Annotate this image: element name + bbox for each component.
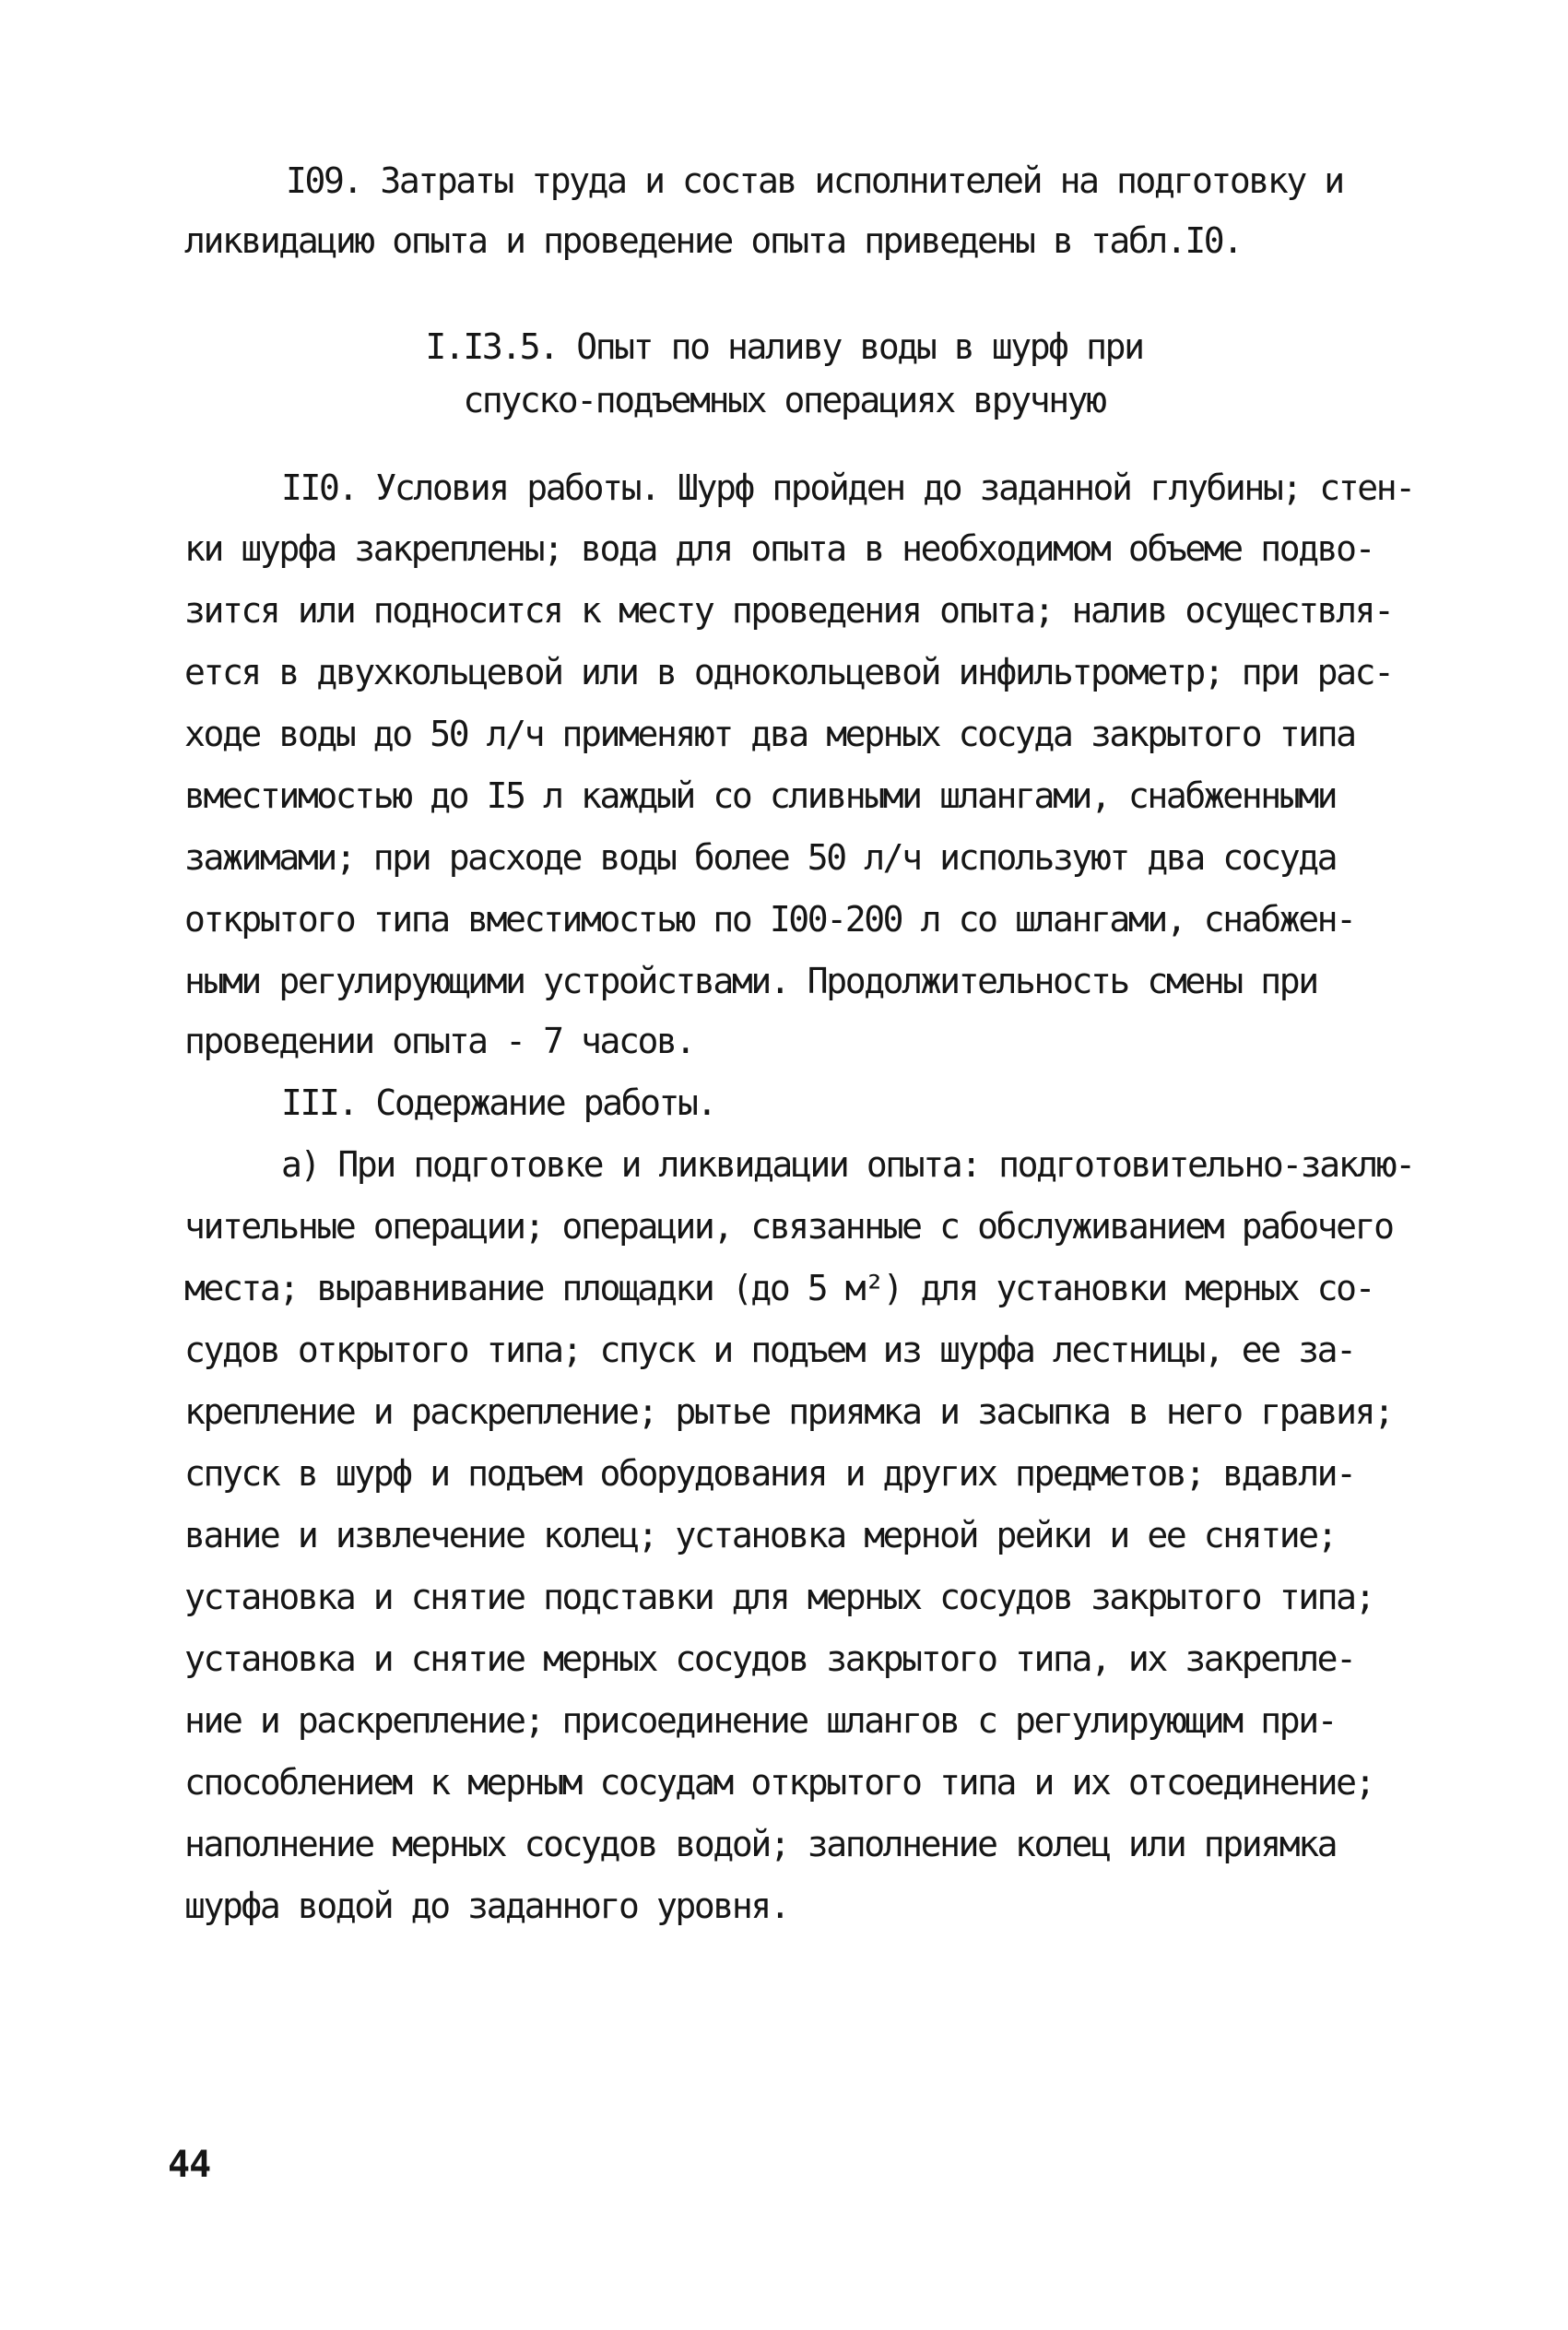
paragraph-110-line-1: II0. Условия работы. Шурф пройден до заданной глубины; стен- bbox=[281, 467, 1414, 508]
paragraph-110-line-6: вместимостью до I5 л каждый со сливными шлангами, снабженными bbox=[184, 775, 1337, 816]
paragraph-110-line-9: ными регулирующими устройствами. Продолжительность смены при bbox=[184, 961, 1317, 1001]
paragraph-111-line-10: ние и раскрепление; присоединение шлангов с регулирующим при- bbox=[184, 1700, 1337, 1741]
paragraph-110-line-3: зится или подносится к месту проведения опыта; налив осуществля- bbox=[184, 590, 1393, 631]
paragraph-111-line-13: шурфа водой до заданного уровня. bbox=[184, 1886, 789, 1926]
paragraph-111-line-11: способлением к мерным сосудам открытого типа и их отсоединение; bbox=[184, 1762, 1374, 1803]
paragraph-110-line-2: ки шурфа закреплены; вода для опыта в необходимом объеме подво- bbox=[184, 528, 1374, 569]
section-heading-line-2: спуско-подъемных операциях вручную bbox=[463, 380, 1105, 420]
paragraph-110-line-4: ется в двухкольцевой или в однокольцевой инфильтрометр; при рас- bbox=[184, 652, 1393, 692]
paragraph-111-line-7: вание и извлечение колец; установка мерной рейки и ее снятие; bbox=[184, 1515, 1337, 1555]
paragraph-111-line-4: судов открытого типа; спуск и подъем из шурфа лестницы, ее за- bbox=[184, 1330, 1355, 1370]
paragraph-111-line-12: наполнение мерных сосудов водой; заполнение колец или приямка bbox=[184, 1824, 1337, 1864]
paragraph-111-line-8: установка и снятие подставки для мерных сосудов закрытого типа; bbox=[184, 1577, 1374, 1617]
paragraph-111-line-5: крепление и раскрепление; рытье приямка и засыпка в него гравия; bbox=[184, 1391, 1393, 1432]
paragraph-111-line-9: установка и снятие мерных сосудов закрытого типа, их закрепле- bbox=[184, 1638, 1355, 1679]
section-heading-line-1: I.I3.5. Опыт по наливу воды в шурф при bbox=[425, 326, 1143, 367]
paragraph-111-heading: III. Содержание работы. bbox=[281, 1082, 715, 1123]
paragraph-109-line-1: I09. Затраты труда и состав исполнителей на подготовку и bbox=[286, 160, 1343, 201]
paragraph-110-line-5: ходе воды до 50 л/ч применяют два мерных сосуда закрытого типа bbox=[184, 714, 1355, 754]
paragraph-110-line-8: открытого типа вместимостью по I00-200 л со шлангами, снабжен- bbox=[184, 899, 1355, 940]
paragraph-111-line-2: чительные операции; операции, связанные с обслуживанием рабочего bbox=[184, 1206, 1393, 1247]
page-number: 44 bbox=[168, 2144, 211, 2186]
paragraph-111-line-6: спуск в шурф и подъем оборудования и других предметов; вдавли- bbox=[184, 1453, 1355, 1494]
paragraph-111-line-3: места; выравнивание площадки (до 5 м²) для установки мерных со- bbox=[184, 1268, 1374, 1308]
paragraph-109-line-2: ликвидацию опыта и проведение опыта приведены в табл.I0. bbox=[184, 220, 1242, 261]
paragraph-111-line-1: а) При подготовке и ликвидации опыта: подготовительно-заклю- bbox=[281, 1144, 1414, 1185]
paragraph-110-line-10: проведении опыта - 7 часов. bbox=[184, 1021, 694, 1061]
paragraph-110-line-7: зажимами; при расходе воды более 50 л/ч используют два сосуда bbox=[184, 837, 1337, 878]
